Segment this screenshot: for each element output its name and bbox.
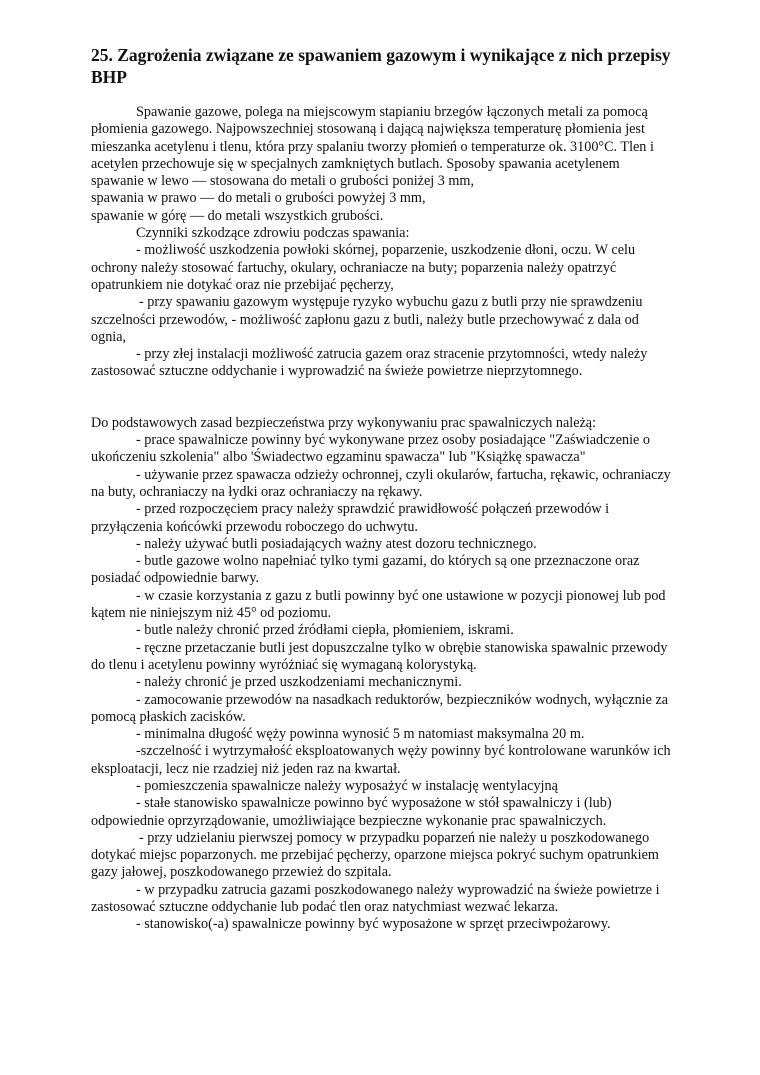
text-line: spawanie w górę — do metali wszystkich grubości. (91, 207, 384, 224)
text-line: spawania w prawo — do metali o grubości powyżej 3 mm, (91, 190, 426, 207)
text-line: - przy złej instalacji możliwość zatrucia gazem oraz stracenie przytomności, wtedy należy (136, 346, 648, 363)
text-line: spawanie w lewo — stosowana do metali o grubości poniżej 3 mm, (91, 173, 474, 190)
text-line: Spawanie gazowe, polega na miejscowym stapianiu brzegów łączonych metali za pomocą (136, 104, 648, 120)
text-line: ukończeniu szkolenia" albo 'Świadectwo egzaminu spawacza" lub "Książkę spawacza" (91, 449, 586, 466)
text-line: pomocą płaskich zacisków. (91, 708, 246, 725)
text-line: acetylen przechowuje się w specjalnych zamkniętych butlach. Sposoby spawania acetylenem (91, 155, 620, 172)
text-line: zastosować sztuczne oddychanie lub podać tlen oraz natychmiast wezwać lekarza. (91, 899, 559, 916)
title-line: 25. Zagrożenia związane ze spawaniem gazowym i wynikające z nich przepisy (91, 45, 671, 65)
text-line: ognia, (91, 328, 127, 345)
text-line: odpowiednie oprzyrządowanie, umożliwiające bezpieczne wykonanie prac spawalniczych. (91, 812, 607, 829)
text-line: - należy chronić je przed uszkodzeniami mechanicznymi. (136, 674, 462, 691)
text-line: - zamocowanie przewodów na nasadkach reduktorów, bezpieczników wodnych, wyłącznie za (136, 691, 669, 708)
text-line: - butle należy chronić przed źródłami ciepła, płomieniem, iskrami. (136, 622, 514, 639)
text-line: - w czasie korzystania z gazu z butli powinny być one ustawione w pozycji pionowej lub pod (136, 587, 666, 604)
text-line: mieszanka acetylenu i tlenu, która przy spalaniu tworzy płomień o temperaturze ok. 3100°C. Tlen i (91, 138, 654, 155)
text-line: na buty, ochraniaczy na łydki oraz ochraniaczy na rękawy. (91, 483, 423, 500)
page-title (91, 44, 724, 88)
text-line: Czynniki szkodzące zdrowiu podczas spawania: (136, 225, 410, 242)
text-line: zastosować sztuczne oddychanie i wyprowadzić na świeże powietrze nieprzytomnego. (91, 363, 583, 380)
text-line: - butle gazowe wolno napełniać tylko tymi gazami, do których są one przeznaczone oraz (136, 553, 640, 570)
text-line: -szczelność i wytrzymałość eksploatowanych węży powinny być kontrolowane warunków ich (136, 743, 671, 760)
text-line: ochrony należy stosować fartuchy, okulary, ochraniacze na buty; poparzenia należy opatrzyć (91, 259, 617, 276)
text-line: opatrunkiem nie dotykać oraz nie przebijać pęcherzy, (91, 276, 394, 293)
text-line: przyłączenia końcówki przewodu roboczego do uchwytu. (91, 518, 418, 535)
text-line: do tlenu i acetylenu powinny wyróżniać się wymaganą kolorystyką. (91, 656, 477, 673)
text-line: gazy jałowej, poszkodowanego przewież do szpitala. (91, 864, 392, 881)
text-line: - możliwość uszkodzenia powłoki skórnej, poparzenie, uszkodzenie dłoni, oczu. W celu (136, 242, 636, 259)
rules-section (91, 415, 724, 934)
text-line: - minimalna długość węży powinna wynosić 5 m natomiast maksymalna 20 m. (136, 726, 585, 743)
text-line: dotykać miejsc poparzonych. me przebijać pęcherzy, oparzone miejsca pokryć suchym opatrunkiem (91, 847, 659, 864)
document-page (91, 44, 724, 934)
section-spacer (91, 381, 724, 415)
text-line: eksploatacji, lecz nie rzadziej niż jeden raz na kwartał. (91, 760, 401, 777)
text-line: kątem nie niniejszym niż 45° od poziomu. (91, 605, 332, 622)
text-line: Do podstawowych zasad bezpieczeństwa przy wykonywaniu prac spawalniczych należą: (91, 414, 597, 431)
text-line: szczelności przewodów, - możliwość zapłonu gazu z butli, należy butle przechowywać z dala od (91, 311, 639, 328)
title-line: BHP (91, 67, 127, 87)
text-line: - w przypadku zatrucia gazami poszkodowanego należy wyprowadzić na świeże powietrze i (136, 881, 660, 898)
text-line: - stanowisko(-a) spawalnicze powinny być wyposażone w sprzęt przeciwpożarowy. (136, 916, 611, 933)
text-line: - prace spawalnicze powinny być wykonywane przez osoby posiadające "Zaświadczenie o (136, 432, 650, 449)
text-line: - należy używać butli posiadających ważny atest dozoru technicznego. (136, 535, 537, 552)
text-line: - ręczne przetaczanie butli jest dopuszczalne tylko w obrębie stanowiska spawalnic przewody (136, 639, 668, 656)
text-line: - przy udzielaniu pierwszej pomocy w przypadku poparzeń nie należy u poszkodowanego (139, 829, 650, 846)
text-line: płomienia gazowego. Najpowszechniej stosowaną i dającą największa temperaturę płomienia jest (91, 121, 645, 138)
text-line: - przy spawaniu gazowym występuje ryzyko wybuchu gazu z butli przy nie sprawdzeniu (139, 294, 643, 311)
intro-paragraph (91, 104, 724, 225)
text-line: - używanie przez spawacza odzieży ochronnej, czyli okularów, fartucha, rękawic, ochraniaczy (136, 466, 671, 483)
text-line: - stałe stanowisko spawalnicze powinno być wyposażone w stół spawalniczy i (lub) (136, 795, 612, 812)
text-line: posiadać odpowiednie barwy. (91, 570, 260, 587)
text-line: - przed rozpoczęciem pracy należy sprawdzić prawidłowość połączeń przewodów i (136, 501, 610, 518)
text-line: - pomieszczenia spawalnicze należy wyposażyć w instalację wentylacyjną (136, 777, 558, 794)
hazards-section (91, 225, 724, 381)
